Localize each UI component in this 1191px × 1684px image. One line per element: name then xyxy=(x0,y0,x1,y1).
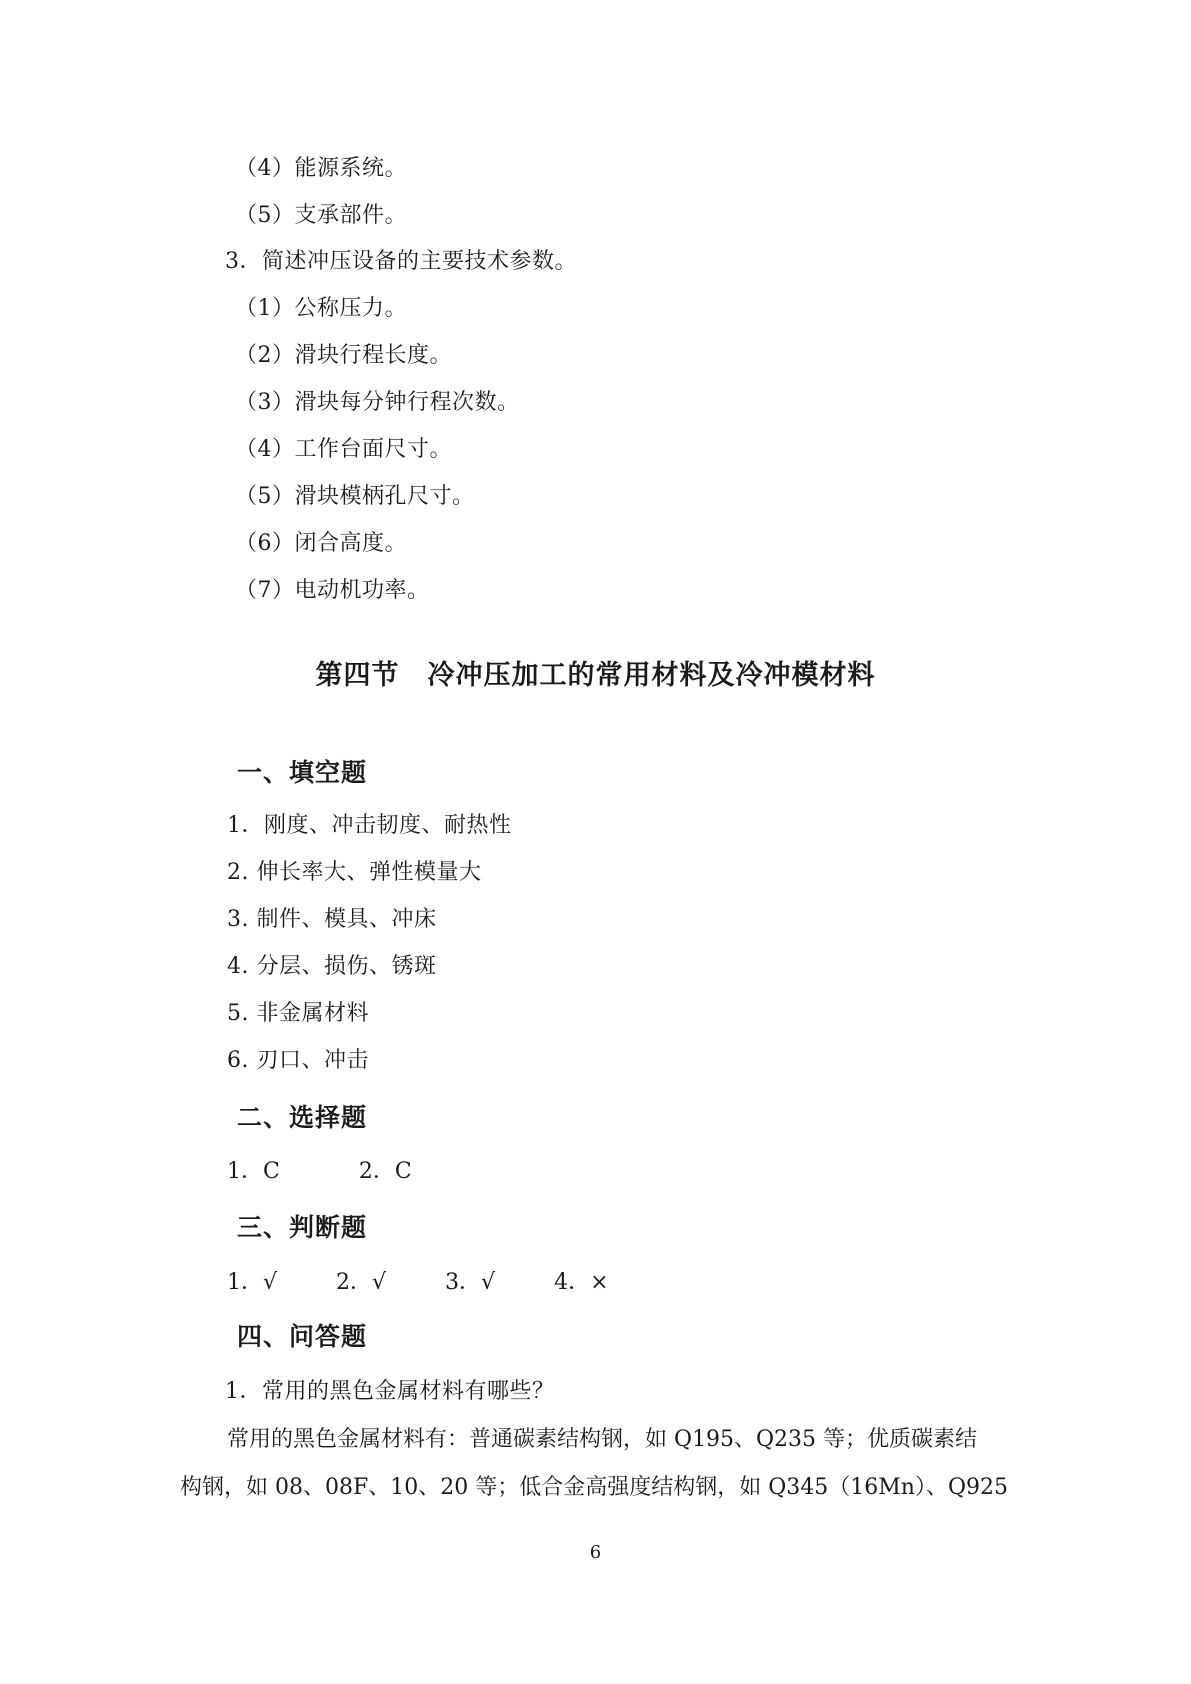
param-item: （4）工作台面尺寸。 xyxy=(235,437,452,462)
fill-blank-answer: 1．刚度、冲击韧度、耐热性 xyxy=(227,813,512,838)
heading-fill-blank: 一、填空题 xyxy=(237,758,368,787)
judge-answers-row xyxy=(227,1268,661,1298)
fill-blank-answer: 4. 分层、损伤、锈斑 xyxy=(227,954,437,979)
param-item: （3）滑块每分钟行程次数。 xyxy=(235,390,520,415)
qa-question-1: 1．常用的黑色金属材料有哪些？ xyxy=(225,1379,555,1404)
section-title: 第四节 冷冲压加工的常用材料及冷冲模材料 xyxy=(315,660,876,691)
judge-answer: 1．√ xyxy=(227,1270,278,1295)
choice-answer: 2．C xyxy=(358,1159,412,1184)
choice-answers-row xyxy=(227,1157,484,1187)
choice-answer: 1．C xyxy=(227,1159,280,1184)
list-item-support-parts: （5）支承部件。 xyxy=(235,203,407,228)
param-item: （7）电动机功率。 xyxy=(235,578,430,603)
fill-blank-answer: 6. 刃口、冲击 xyxy=(227,1048,369,1073)
param-item: （1）公称压力。 xyxy=(235,296,407,321)
fill-blank-answer: 5. 非金属材料 xyxy=(227,1001,369,1026)
question-3: 3．简述冲压设备的主要技术参数。 xyxy=(225,249,577,274)
judge-answer: 4．× xyxy=(554,1270,609,1295)
judge-answer: 2．√ xyxy=(336,1270,387,1295)
heading-choice: 二、选择题 xyxy=(237,1103,368,1132)
param-item: （5）滑块模柄孔尺寸。 xyxy=(235,484,475,509)
fill-blank-answer: 2. 伸长率大、弹性模量大 xyxy=(227,860,482,885)
qa-answer-line-1: 常用的黑色金属材料有：普通碳素结构钢，如 Q195、Q235 等；优质碳素结 xyxy=(227,1427,978,1452)
param-item: （6）闭合高度。 xyxy=(235,531,407,556)
list-item-energy-system: （4）能源系统。 xyxy=(235,156,407,181)
param-item: （2）滑块行程长度。 xyxy=(235,343,452,368)
qa-answer-line-2: 构钢，如 08、08F、10、20 等；低合金高强度结构钢，如 Q345（16Mn）、Q925 xyxy=(180,1475,1008,1500)
fill-blank-answer: 3. 制件、模具、冲床 xyxy=(227,907,437,932)
heading-judge: 三、判断题 xyxy=(237,1213,368,1242)
judge-answer: 3．√ xyxy=(445,1270,496,1295)
heading-qa: 四、问答题 xyxy=(237,1322,368,1351)
page-number: 6 xyxy=(589,1542,602,1563)
